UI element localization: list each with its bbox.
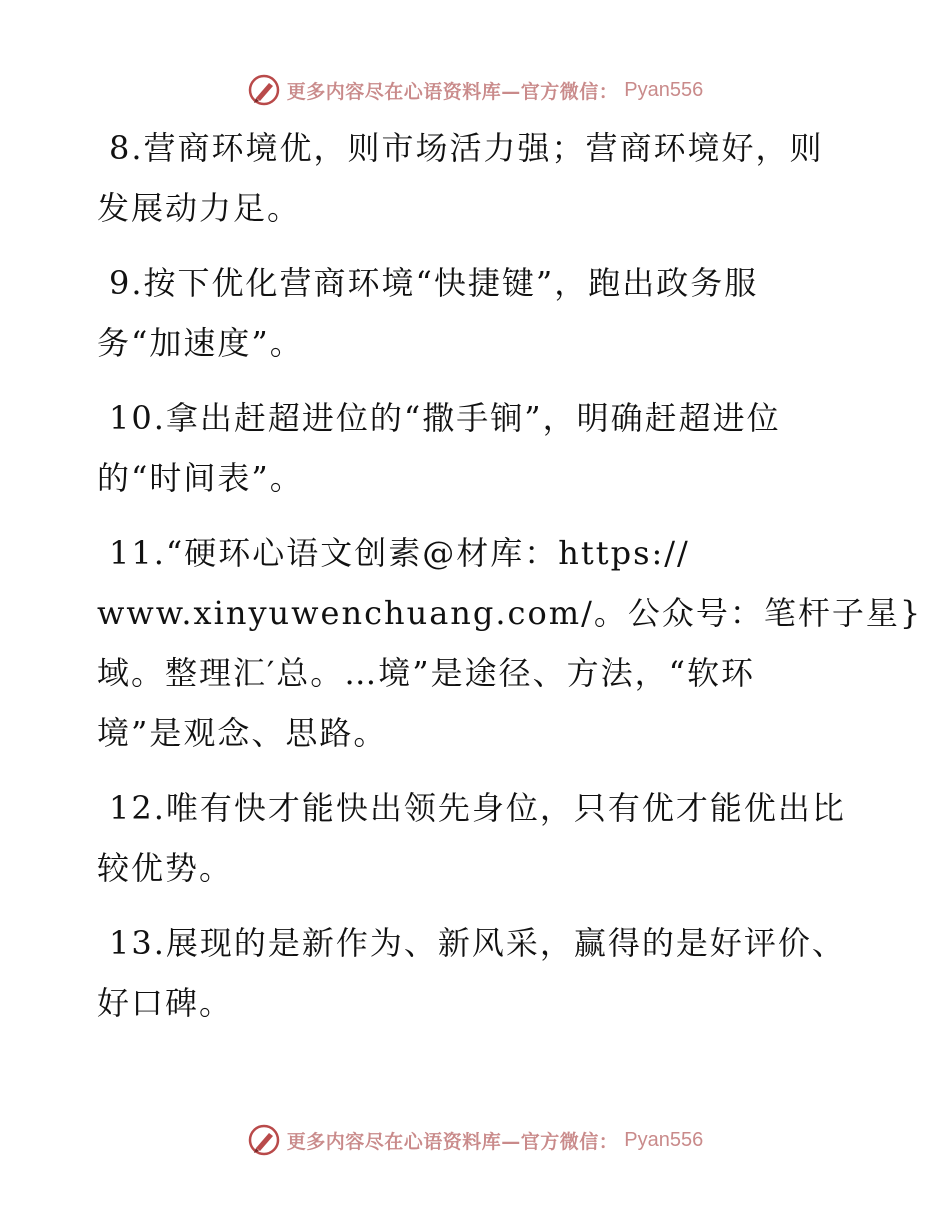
item-line: 较优势。 bbox=[97, 849, 234, 887]
item-line: 境”是观念、思路。 bbox=[97, 714, 388, 752]
document-body bbox=[97, 118, 923, 1048]
item-line: 11.“硬环心语文创素@材库：https:// bbox=[109, 534, 690, 572]
item-line: 域。整理汇′总。…境”是途径、方法，“软环 bbox=[97, 654, 755, 692]
item-line: 13.展现的是新作为、新风采，赢得的是好评价、 bbox=[109, 924, 846, 962]
item-line: 9.按下优化营商环境“快捷键”，跑出政务服 bbox=[109, 264, 759, 302]
list-item bbox=[97, 778, 857, 898]
pen-logo-icon bbox=[247, 73, 281, 107]
footer-watermark bbox=[0, 1120, 950, 1160]
list-item bbox=[97, 253, 857, 373]
watermark-id: Pyan556 bbox=[624, 1128, 704, 1151]
item-line: 务“加速度”。 bbox=[97, 324, 304, 362]
list-item bbox=[97, 523, 923, 763]
watermark-id: Pyan556 bbox=[624, 78, 704, 101]
header-watermark bbox=[0, 70, 950, 110]
item-line: 的“时间表”。 bbox=[97, 459, 304, 497]
item-line: 12.唯有快才能快出领先身位，只有优才能优出比 bbox=[109, 789, 846, 827]
list-item bbox=[97, 913, 857, 1033]
item-line: www.xinyuwenchuang.com/。公众号：笔杆子星} bbox=[97, 594, 923, 632]
item-line: 8.营商环境优，则市场活力强；营商环境好，则 bbox=[109, 129, 824, 167]
list-item bbox=[97, 118, 857, 238]
item-line: 发展动力足。 bbox=[97, 189, 302, 227]
watermark-text: 更多内容尽在心语资料库—官方微信： bbox=[286, 1130, 619, 1153]
item-line: 10.拿出赶超进位的“撒手锏”，明确赶超进位 bbox=[109, 399, 781, 437]
list-item bbox=[97, 388, 857, 508]
item-line: 好口碑。 bbox=[97, 984, 234, 1022]
watermark-text: 更多内容尽在心语资料库—官方微信： bbox=[286, 80, 619, 103]
pen-logo-icon bbox=[247, 1123, 281, 1157]
